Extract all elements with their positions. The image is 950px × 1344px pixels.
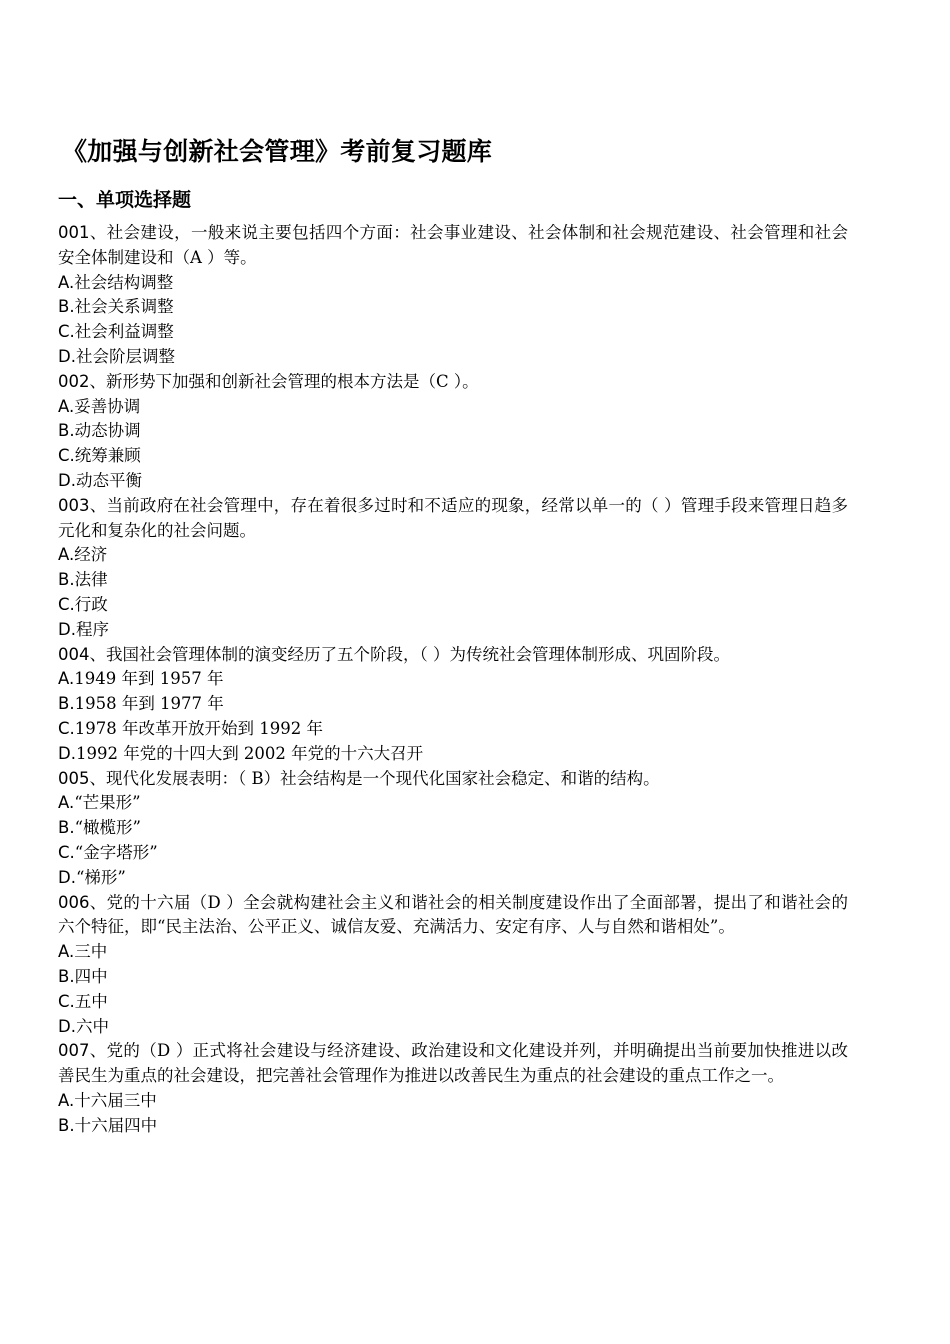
question-006	[58, 891, 848, 1040]
answer-option	[58, 444, 848, 469]
option-letter: D.	[58, 1016, 76, 1036]
question-stem	[58, 221, 848, 271]
question-number: 001	[58, 223, 90, 242]
answer-option	[58, 618, 848, 643]
question-005	[58, 767, 848, 891]
option-letter: C.	[58, 842, 75, 862]
answer-option	[58, 791, 848, 816]
option-letter: A.	[58, 272, 75, 292]
option-text: 统筹兼顾	[74, 446, 141, 466]
option-text: 社会关系调整	[74, 297, 174, 317]
option-text: 六中	[75, 1016, 109, 1036]
question-stem	[58, 370, 848, 395]
answer-option	[58, 742, 848, 767]
question-list	[58, 221, 848, 1138]
option-text: “金字塔形”	[74, 842, 158, 862]
option-text: 程序	[75, 619, 109, 639]
question-text: 、当前政府在社会管理中，存在着很多过时和不适应的现象，经常以单一的（ ）管理手段来管理日趋多元化和复杂化的社会问题。	[58, 495, 848, 540]
option-text: 三中	[74, 942, 108, 962]
question-text: 、党的（D ）正式将社会建设与经济建设、政治建设和文化建设并列，并明确提出当前要加快推进以改善民生为重点的社会建设，把完善社会管理作为推进以改善民生为重点的社会建设的重点工作之一。	[58, 1041, 848, 1086]
option-text: 动态平衡	[75, 470, 142, 490]
option-text: “梯形”	[75, 867, 126, 887]
answer-option	[58, 395, 848, 420]
question-001	[58, 221, 848, 370]
question-007	[58, 1039, 848, 1138]
option-letter: C.	[58, 594, 75, 614]
answer-option	[58, 1089, 848, 1114]
option-text: 十六届四中	[74, 1115, 158, 1135]
question-text: 、新形势下加强和创新社会管理的根本方法是（C ）。	[89, 371, 479, 391]
option-letter: C.	[58, 446, 75, 466]
option-text: 经济	[74, 545, 108, 565]
option-letter: A.	[58, 545, 75, 565]
answer-option	[58, 940, 848, 965]
option-text: 社会阶层调整	[75, 346, 175, 366]
answer-option	[58, 543, 848, 568]
option-letter: A.	[58, 1090, 75, 1110]
option-letter: B.	[58, 1115, 75, 1135]
answer-option	[58, 866, 848, 891]
answer-option	[58, 568, 848, 593]
option-text: 社会利益调整	[74, 322, 174, 342]
question-number: 004	[58, 644, 90, 664]
answer-option	[58, 469, 848, 494]
option-letter: A.	[58, 396, 75, 416]
question-text: 、社会建设，一般来说主要包括四个方面：社会事业建设、社会体制和社会规范建设、社会管理和社会安全体制建设和（A ）等。	[58, 223, 848, 267]
option-letter: A.	[58, 669, 75, 689]
option-text: 1992 年党的十四大到 2002 年党的十六大召开	[75, 743, 424, 763]
answer-option	[58, 295, 848, 320]
answer-option	[58, 593, 848, 618]
option-letter: B.	[58, 818, 75, 838]
answer-option	[58, 320, 848, 345]
question-number: 006	[58, 892, 90, 912]
option-letter: D.	[58, 867, 76, 887]
question-003	[58, 494, 848, 643]
option-text: 1978 年改革开放开始到 1992 年	[74, 718, 323, 738]
question-004	[58, 643, 848, 767]
answer-option	[58, 345, 848, 370]
option-text: 社会结构调整	[74, 272, 174, 292]
question-stem	[58, 891, 848, 941]
document-title: 《加强与创新社会管理》考前复习题库	[62, 137, 493, 166]
answer-option	[58, 692, 848, 717]
question-stem	[58, 767, 848, 792]
question-text: 、现代化发展表明：（ B）社会结构是一个现代化国家社会稳定、和谐的结构。	[89, 768, 660, 788]
option-text: 五中	[74, 991, 108, 1011]
question-text: 、党的十六届（D ）全会就构建社会主义和谐社会的相关制度建设作出了全面部署，提出了和谐社会的六个特征，即“民主法治、公平正义、诚信友爱、充满活力、安定有序、人与自然和谐相处”。	[58, 892, 848, 937]
answer-option	[58, 419, 848, 444]
answer-option	[58, 271, 848, 296]
answer-option	[58, 990, 848, 1015]
question-text: 、我国社会管理体制的演变经历了五个阶段，（ ）为传统社会管理体制形成、巩固阶段。	[89, 644, 730, 664]
option-letter: B.	[58, 297, 75, 317]
question-stem	[58, 1039, 848, 1089]
answer-option	[58, 841, 848, 866]
question-stem	[58, 494, 848, 544]
question-number: 003	[58, 495, 90, 515]
option-text: “芒果形”	[74, 793, 141, 813]
question-002	[58, 370, 848, 494]
option-text: 十六届三中	[74, 1090, 157, 1110]
option-text: “橄榄形”	[74, 818, 141, 838]
option-text: 行政	[74, 594, 108, 614]
option-text: 1958 年到 1977 年	[74, 694, 224, 714]
answer-option	[58, 965, 848, 990]
option-text: 动态协调	[74, 421, 141, 441]
section-heading: 一、单项选择题	[58, 189, 192, 211]
option-letter: D.	[58, 346, 76, 366]
question-stem	[58, 643, 848, 668]
option-letter: A.	[58, 793, 75, 813]
option-text: 妥善协调	[74, 396, 141, 416]
option-letter: D.	[58, 470, 76, 490]
option-letter: B.	[58, 421, 75, 441]
question-number: 002	[58, 371, 90, 391]
option-text: 法律	[74, 570, 108, 590]
option-letter: B.	[58, 694, 75, 714]
option-letter: C.	[58, 991, 75, 1011]
option-letter: B.	[58, 966, 75, 986]
answer-option	[58, 717, 848, 742]
answer-option	[58, 1114, 848, 1139]
document-page	[58, 132, 848, 1138]
question-number: 005	[58, 768, 90, 788]
answer-option	[58, 816, 848, 841]
option-letter: D.	[58, 619, 76, 639]
option-letter: B.	[58, 570, 75, 590]
option-letter: C.	[58, 322, 75, 342]
question-number: 007	[58, 1041, 90, 1061]
option-letter: D.	[58, 743, 76, 763]
option-letter: C.	[58, 718, 75, 738]
option-letter: A.	[58, 942, 75, 962]
option-text: 1949 年到 1957 年	[74, 669, 224, 689]
answer-option	[58, 667, 848, 692]
answer-option	[58, 1015, 848, 1040]
option-text: 四中	[74, 966, 108, 986]
